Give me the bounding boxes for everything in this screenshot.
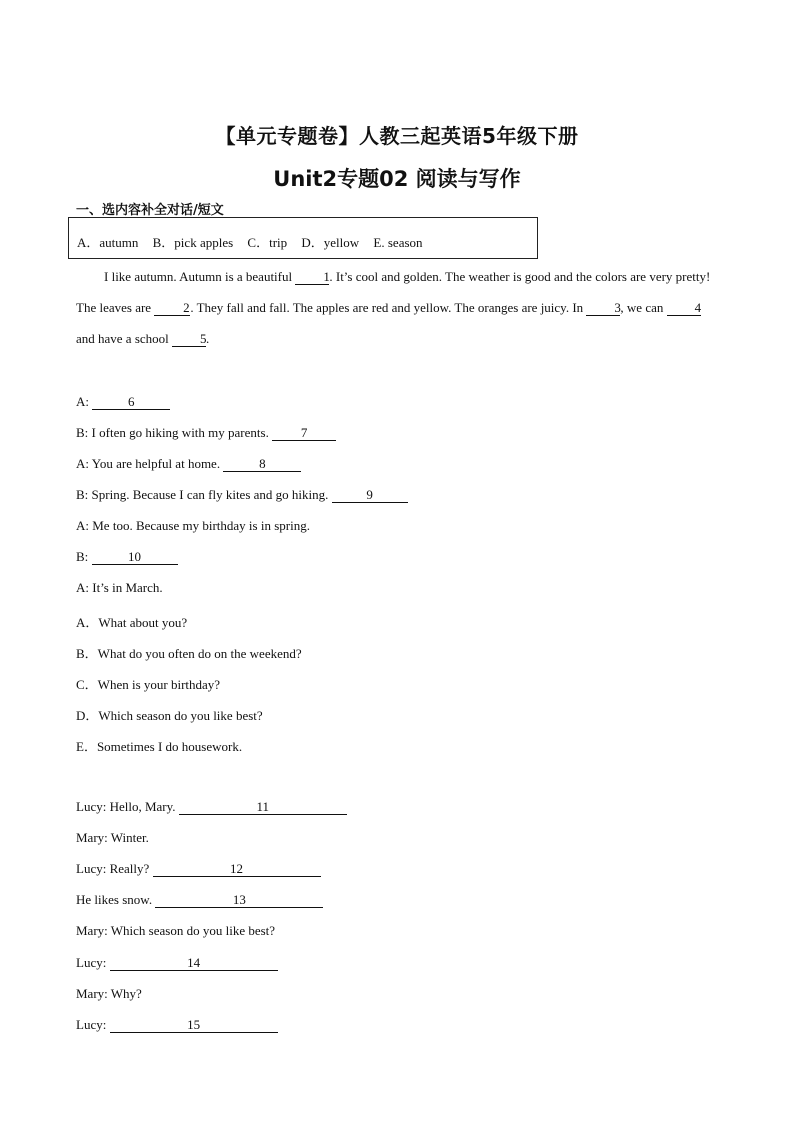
- section-heading: 一、选内容补全对话/短文: [76, 203, 224, 218]
- dialog1-line: A: Me too. Because my birthday is in spring.: [76, 518, 310, 533]
- blank-15[interactable]: 15: [110, 1017, 278, 1033]
- dialog1-line: B: I often go hiking with my parents. 7: [76, 425, 336, 441]
- document-title: 【单元专题卷】人教三起英语5年级下册: [215, 124, 579, 148]
- blank-1[interactable]: 1: [295, 269, 329, 285]
- option-list: [77, 232, 434, 251]
- blank-14[interactable]: 14: [110, 955, 278, 971]
- blank-11[interactable]: 11: [179, 799, 347, 815]
- option-c: C．trip: [247, 235, 288, 250]
- dialog1-line: B: 10: [76, 549, 178, 565]
- dialog1-line: A: It’s in March.: [76, 580, 163, 595]
- blank-6[interactable]: 6: [92, 394, 170, 410]
- dialog2-line: Mary: Which season do you like best?: [76, 923, 276, 938]
- blank-12[interactable]: 12: [153, 861, 321, 877]
- dialog2-line: Lucy: 15: [76, 1017, 278, 1033]
- blank-7[interactable]: 7: [272, 425, 336, 441]
- option-box: [68, 217, 538, 259]
- dialog1-line: A: 6: [76, 394, 170, 410]
- blank-13[interactable]: 13: [155, 892, 323, 908]
- blank-10[interactable]: 10: [92, 549, 178, 565]
- dialog1-option-c: C．When is your birthday?: [76, 677, 221, 692]
- dialog1-option-d: D．Which season do you like best?: [76, 708, 263, 723]
- option-e: E. season: [373, 235, 423, 250]
- blank-4[interactable]: 4: [667, 300, 701, 316]
- passage-text: I like autumn. Autumn is a beautiful 1. It’s cool and golden. The weather is good and the colors are very pretty! The leaves are 2. They fall and fall. The apples are red and yellow. The oranges are juicy. In 3, we can 4 and have a school 5.: [76, 269, 711, 346]
- blank-3[interactable]: 3: [586, 300, 620, 316]
- document-subtitle: Unit2专题02 阅读与写作: [273, 167, 521, 191]
- reading-passage: [76, 261, 720, 354]
- blank-2[interactable]: 2: [154, 300, 190, 316]
- dialog2-line: Mary: Winter.: [76, 830, 149, 845]
- dialog1-option-b: B．What do you often do on the weekend?: [76, 646, 302, 661]
- dialog1-option-e: E．Sometimes I do housework.: [76, 739, 243, 754]
- option-a: A．autumn: [77, 235, 139, 250]
- dialog2-line: Mary: Why?: [76, 986, 142, 1001]
- blank-9[interactable]: 9: [332, 487, 408, 503]
- dialog2-line: He likes snow. 13: [76, 892, 323, 908]
- dialog2-line: Lucy: 14: [76, 955, 278, 971]
- dialog1-line: B: Spring. Because I can fly kites and go hiking. 9: [76, 487, 408, 503]
- dialog2-line: Lucy: Really? 12: [76, 861, 321, 877]
- option-d: D．yellow: [301, 235, 360, 250]
- blank-8[interactable]: 8: [223, 456, 301, 472]
- dialog1-option-a: A．What about you?: [76, 615, 188, 630]
- dialog1-line: A: You are helpful at home. 8: [76, 456, 301, 472]
- dialog2-line: Lucy: Hello, Mary. 11: [76, 799, 347, 815]
- blank-5[interactable]: 5: [172, 331, 206, 347]
- option-b: B．pick apples: [152, 235, 234, 250]
